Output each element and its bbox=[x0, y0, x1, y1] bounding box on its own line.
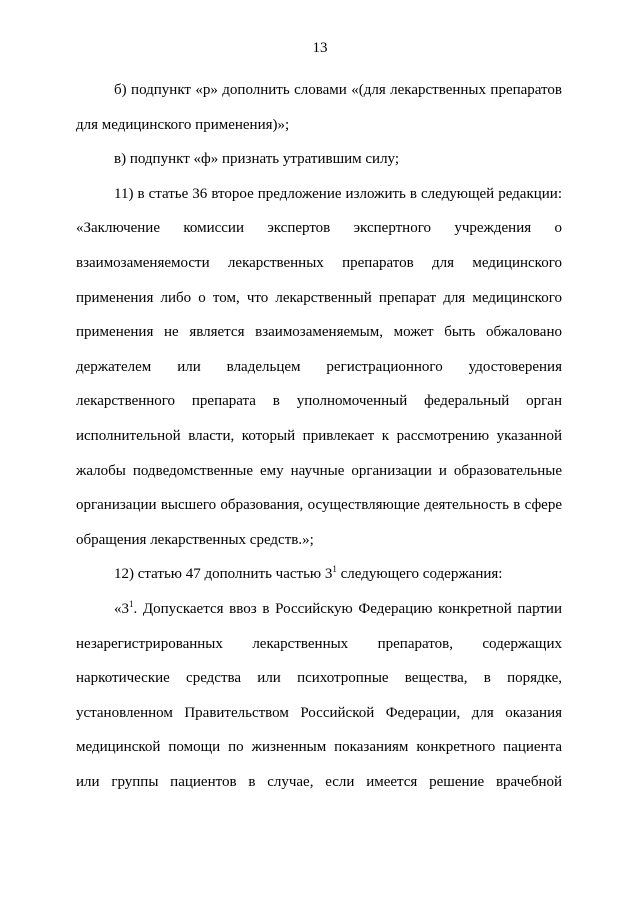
paragraph-part-3-1-open: «3 bbox=[114, 600, 129, 617]
superscript-index: 1 bbox=[129, 598, 134, 609]
paragraph-part-3-1-text: . Допускается ввоз в Российскую Федерацию конкретной партии незарегистрированных лекарственных препаратов, содержащих наркотические средства или психотропные вещества, в порядке, установленном Правительством Российской Федерации, для оказания медицинской помощи по жизненным показаниям конкретного пациента или группы пациентов в случае, если имеется решение врачебной bbox=[76, 600, 562, 790]
page-number: 13 bbox=[312, 40, 328, 56]
paragraph-part-3-1 bbox=[76, 592, 562, 800]
paragraph-article-36: 11) в статье 36 второе предложение изложить в следующей редакции: «Заключение комиссии экспертов экспертного учреждения о взаимозаменяемости лекарственных препаратов для медицинского применения либо о том, что лекарственный препарат для медицинского применения не является взаимозаменяемым, может быть обжаловано держателем или владельцем регистрационного удостоверения лекарственного препарата в уполномоченный федеральный орган исполнительной власти, который привлекает к рассмотрению указанной жалобы подведомственные ему научные организации и образовательные организации высшего образования, осуществляющие деятельность в сфере обращения лекарственных средств.»; bbox=[76, 185, 562, 548]
paragraph-article-47-text: 12) статью 47 дополнить частью 3 bbox=[114, 566, 333, 583]
paragraph-subitem-f: в) подпункт «ф» признать утратившим силу; bbox=[114, 151, 400, 168]
paragraph-subitem-r: б) подпункт «р» дополнить словами «(для лекарственных препаратов для медицинского применения)»; bbox=[76, 82, 562, 133]
document-body bbox=[76, 73, 562, 799]
superscript-index: 1 bbox=[332, 564, 337, 575]
paragraph-article-47 bbox=[76, 557, 562, 592]
paragraph-article-47-text-end: следующего содержания: bbox=[336, 566, 503, 583]
